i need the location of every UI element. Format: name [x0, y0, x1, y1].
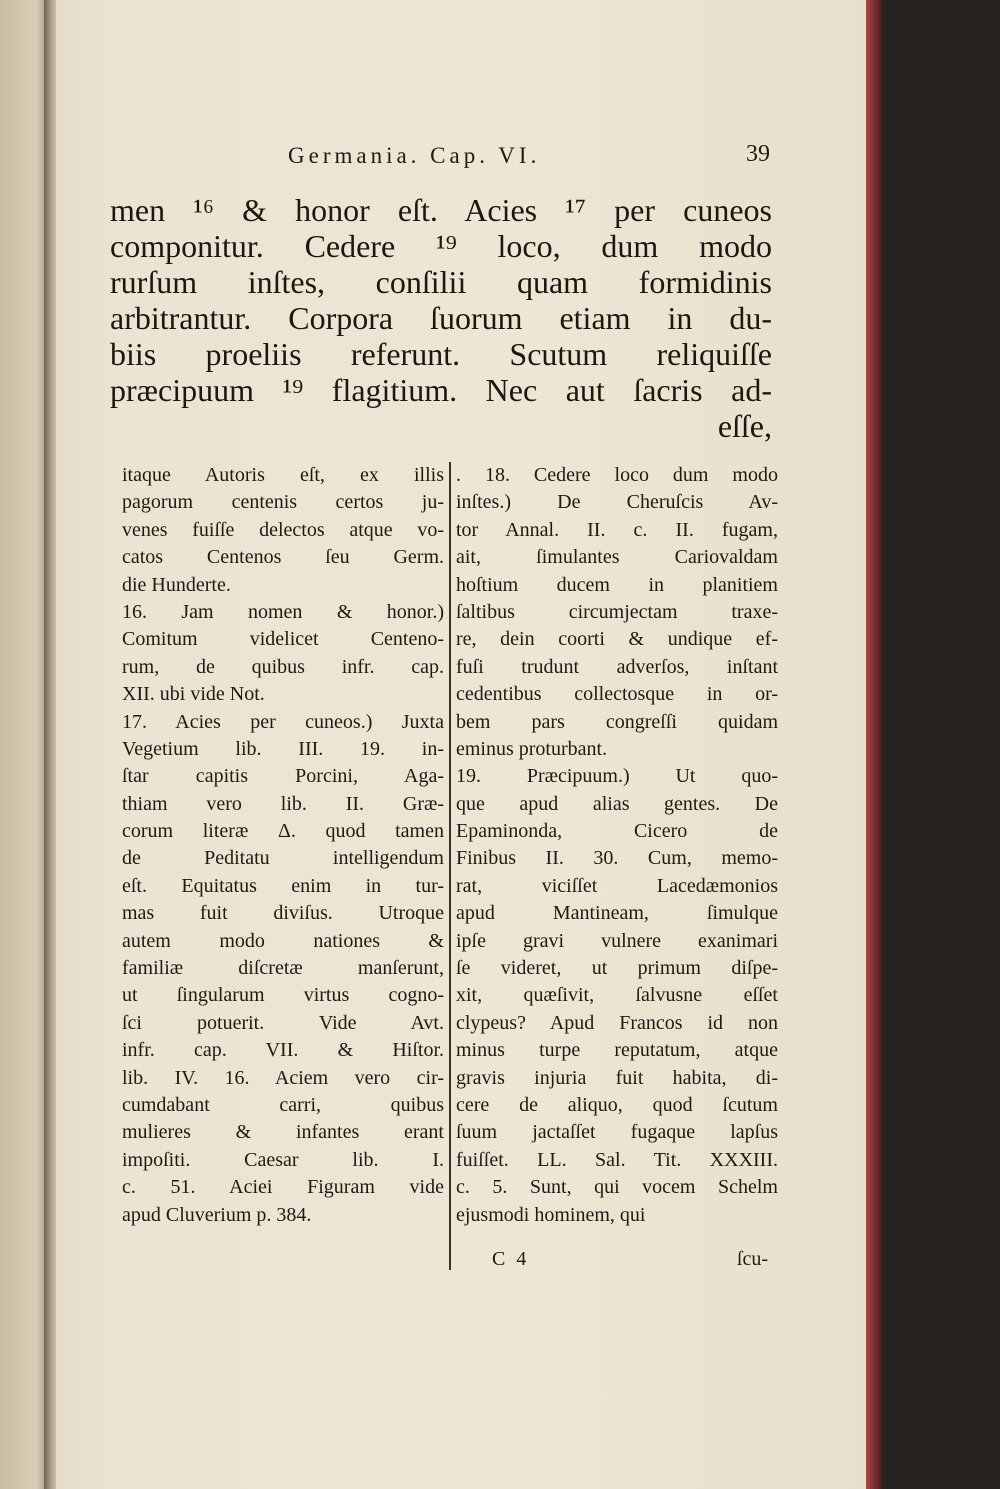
footnote-line: ſtar capitis Porcini, Aga- [122, 765, 444, 788]
footnote-line: catos Centenos ſeu Germ. [122, 546, 444, 569]
footnote-line: itaque Autoris eſt, ex illis [122, 464, 444, 486]
footnote-line: bem pars congreſſi quidam [456, 710, 778, 733]
footnote-line: ſe videret, ut primum diſpe- [456, 957, 778, 980]
running-title: Germania. Cap. VI. [288, 143, 541, 168]
main-text-line: arbitrantur. Corpora ſuorum etiam in du- [110, 300, 772, 336]
footnote-line: eſt. Equitatus enim in tur- [122, 874, 444, 897]
footnote-line: pagorum centenis certos ju- [122, 491, 444, 514]
page-number: 39 [746, 141, 770, 167]
footnote-line: infr. cap. VII. & Hiſtor. [122, 1039, 444, 1062]
footnote-line: de Peditatu intelligendum [122, 847, 444, 870]
main-text-line: componitur. Cedere ¹⁹ loco, dum modo [110, 228, 772, 264]
footnote-line: fuiſſet. LL. Sal. Tit. XXXIII. [456, 1148, 778, 1171]
footnote-line: . 18. Cedere loco dum modo [456, 464, 778, 486]
footnote-line: cumdabant carri, quibus [122, 1093, 444, 1116]
running-header [272, 137, 770, 177]
footnotes-right-column [456, 462, 778, 1229]
footnote-line: rat, viciſſet Lacedæmonios [456, 874, 778, 897]
footnote-line: Comitum videlicet Centeno- [122, 628, 444, 651]
footnote-line: Vegetium lib. III. 19. in- [122, 737, 444, 760]
footnote-line: mas fuit diviſus. Utroque [122, 902, 444, 925]
footnote-line: lib. IV. 16. Aciem vero cir- [122, 1066, 444, 1089]
footnote-line: ipſe gravi vulnere exanimari [456, 929, 778, 952]
footnote-line: c. 5. Sunt, qui vocem Schelm [456, 1176, 778, 1199]
footnote-line: apud Mantineam, ſimulque [456, 902, 778, 925]
footnote-line: clypeus? Apud Francos id non [456, 1011, 778, 1034]
footnote-line: mulieres & infantes erant [122, 1121, 444, 1144]
footnote-line: que apud alias gentes. De [456, 792, 778, 815]
footnote-line: autem modo nationes & [122, 929, 444, 952]
signature-mark: C 4 [492, 1248, 530, 1270]
footnote-line: apud Cluverium p. 384. [122, 1203, 312, 1226]
footnote-line: xit, quæſivit, ſalvusne eſſet [456, 984, 778, 1007]
footnote-line: cere de aliquo, quod ſcutum [456, 1093, 778, 1116]
main-text-block [110, 192, 772, 444]
footnote-line: 16. Jam nomen & honor.) [122, 600, 444, 623]
footnote-line: inſtes.) De Cheruſcis Av- [456, 491, 778, 514]
footnote-line: c. 51. Aciei Figuram vide [122, 1176, 444, 1199]
footnote-line: re, dein coorti & undique ef- [456, 628, 778, 651]
footnote-line: cedentibus collectosque in or- [456, 683, 778, 706]
main-text-line: men ¹⁶ & honor eſt. Acies ¹⁷ per cuneos [110, 192, 772, 228]
red-page-edge [866, 0, 882, 1489]
footnote-line: impoſiti. Caesar lib. I. [122, 1148, 444, 1171]
catchword: ſcu- [736, 1248, 768, 1270]
footnote-line: eminus proturbant. [456, 737, 608, 760]
column-divider [449, 462, 451, 1270]
footnote-line: corum literæ Δ. quod tamen [122, 820, 444, 843]
footnote-line: familiæ diſcretæ manſerunt, [122, 957, 444, 980]
footnote-line: ut ſingularum virtus cogno- [122, 984, 444, 1007]
footnote-line: ait, ſimulantes Cariovaldam [456, 546, 778, 569]
footnote-line: hoſtium ducem in planitiem [456, 573, 778, 596]
footnote-line: 19. Præcipuum.) Ut quo- [456, 765, 778, 788]
footnote-line: tor Annal. II. c. II. fugam, [456, 518, 778, 541]
main-text-line: præcipuum ¹⁹ flagitium. Nec aut ſacris ad- [110, 372, 772, 408]
main-text-line: eſſe, [717, 408, 772, 444]
footnote-line: ejusmodi hominem, qui [456, 1203, 646, 1226]
footnote-line: die Hunderte. [122, 573, 231, 596]
footnote-line: gravis injuria fuit habita, di- [456, 1066, 778, 1089]
footnote-line: thiam vero lib. II. Græ- [122, 792, 444, 815]
footnote-line: 17. Acies per cuneos.) Juxta [122, 710, 444, 733]
footnote-line: ſaltibus circumjectam traxe- [456, 600, 778, 623]
footnote-line: minus turpe reputatum, atque [456, 1039, 778, 1062]
background-dark [882, 0, 1000, 1489]
footnote-line: Finibus II. 30. Cum, memo- [456, 847, 778, 870]
footnote-line: XII. ubi vide Not. [122, 683, 265, 706]
footnote-line: venes fuiſſe delectos atque vo- [122, 518, 444, 541]
footnote-line: rum, de quibus infr. cap. [122, 655, 444, 678]
footnote-line: ſuum jactaſſet fugaque lapſus [456, 1121, 778, 1144]
footnote-line: Epaminonda, Cicero de [456, 820, 778, 843]
main-text-line: rurſum inſtes, conſilii quam formidinis [110, 264, 772, 300]
main-text-line: biis proeliis referunt. Scutum reliquiſſe [110, 336, 772, 372]
footnote-line: fuſi trudunt adverſos, inſtant [456, 655, 778, 678]
footnotes-left-column [122, 462, 444, 1229]
footnote-line: ſci potuerit. Vide Avt. [122, 1011, 444, 1034]
